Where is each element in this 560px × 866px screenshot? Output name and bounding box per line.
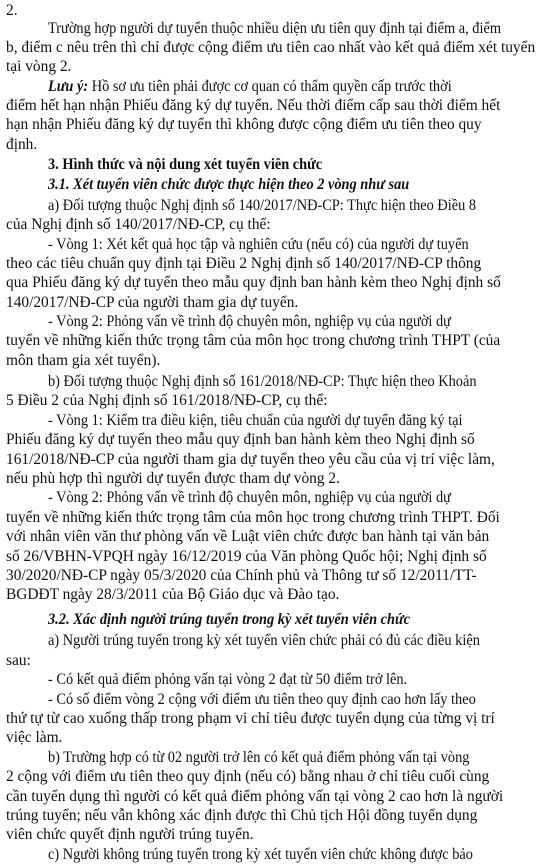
text-line-content: hạn nhận Phiếu đăng ký dự tuyển thì không được cộng điểm ưu tiên theo quy — [6, 116, 482, 133]
text-line-content: viên chức quyết định người trúng tuyển. — [6, 826, 254, 843]
text-line-content: b) Đối tượng thuộc Nghị định số 161/2018/NĐ-CP: Thực hiện theo Khoản — [48, 373, 477, 390]
text-line-content: - Vòng 1: Xét kết quả học tập và nghiên cứu (nếu có) của người dự tuyển — [48, 236, 469, 253]
text-line — [6, 134, 546, 156]
text-line-content: c) Người không trúng tuyển trong kỳ xét tuyển viên chức không được bảo — [48, 846, 473, 863]
text-line-content: 3. Hình thức và nội dung xét tuyển viên chức — [48, 156, 323, 173]
text-line-content: với nhân viên văn thư phòng vấn về Luật viên chức được ban hành tại văn bản — [6, 528, 490, 545]
text-line — [48, 609, 552, 631]
text-line-content: 3.2. Xác định người trúng tuyển trong kỳ xét tuyển viên chức — [48, 611, 410, 628]
text-line — [6, 429, 546, 451]
text-line-content: môn tham gia xét tuyển). — [6, 352, 161, 369]
text-line-content: Phiếu đăng ký dự tuyển theo mẫu quy định ban hành kèm theo Nghị định số — [6, 431, 475, 448]
text-line-content: trúng tuyển; nếu vẫn không xác định được thì Chủ tịch Hội đồng tuyển dụng — [6, 807, 478, 824]
text-line-content: nếu phù hợp thì người dự tuyển được tham dự vòng 2. — [6, 470, 340, 487]
text-line-content: 140/2017/NĐ-CP của người tham gia dự tuyển. — [6, 294, 299, 311]
text-line-content: 5 Điều 2 của Nghị định số 161/2018/NĐ-CP, cụ thể: — [6, 392, 328, 409]
text-line — [6, 330, 546, 352]
text-line — [48, 669, 552, 691]
text-line-content: 30/2020/NĐ-CP ngày 05/3/2020 của Chính phủ và Thông tư số 12/2011/TT- — [6, 567, 477, 584]
text-line — [48, 844, 552, 866]
text-line — [6, 214, 546, 236]
note-label: Lưu ý: — [48, 78, 89, 95]
text-line-content: định. — [6, 136, 38, 153]
text-line-content: số 26/VBHN-VPQH ngày 16/12/2019 của Văn phòng Quốc hội; Nghị định số — [6, 548, 487, 565]
text-line-content: Hồ sơ ưu tiên phải được cơ quan có thẩm quyền cấp trước thời — [88, 78, 452, 95]
text-line-content: b, điểm c nêu trên thì chỉ được cộng điểm ưu tiên cao nhất vào kết quả điểm xét tuyển — [6, 39, 536, 56]
text-line — [48, 630, 552, 652]
text-line — [6, 390, 546, 412]
text-line — [6, 727, 546, 749]
text-line-content: b) Trường hợp có từ 02 người trở lên có kết quả điểm phỏng vấn tại vòng — [48, 749, 470, 766]
text-line-content: 3.1. Xét tuyển viên chức được thực hiện theo 2 vòng như sau — [48, 176, 410, 193]
text-line — [6, 350, 546, 372]
text-line-content: cần tuyển dụng thì người có kết quả điểm phỏng vấn tại vòng 2 cao hơn là người — [6, 788, 504, 805]
text-line-content: a) Người trúng tuyển trong kỳ xét tuyển viên chức phải có đủ các điều kiện — [48, 632, 480, 649]
text-line-content: - Có số điểm vòng 2 cộng với điểm ưu tiên theo quy định cao hơn lấy theo — [48, 691, 476, 708]
text-line — [48, 487, 552, 509]
text-line-content: Trường hợp người dự tuyển thuộc nhiều diện ưu tiên quy định tại điểm a, điểm — [48, 20, 502, 37]
text-line-content: - Vòng 2: Phỏng vấn về trình độ chuyên môn, nghiệp vụ của người dự — [48, 313, 451, 330]
text-line — [48, 174, 552, 196]
text-line-content: tại vòng 2. — [6, 58, 72, 75]
text-line-content: - Vòng 2: Phỏng vấn về trình độ chuyên môn, nghiệp vụ của người dự — [48, 489, 451, 506]
text-line-content: 2. — [6, 2, 18, 19]
text-line-content: theo các tiêu chuẩn quy định tại Điều 2 Nghị định số 140/2017/NĐ-CP thông — [6, 255, 482, 272]
text-line — [6, 272, 546, 294]
text-line — [6, 56, 546, 78]
text-line-content: điểm hết hạn nhận Phiếu đăng ký dự tuyển. Nếu thời điểm cấp sau thời điểm hết — [6, 97, 501, 114]
text-line — [48, 154, 552, 176]
text-line-content: tuyển về những kiến thức trọng tâm của môn học trong chương trình THPT. Đối — [6, 509, 500, 526]
text-line-content: tuyển về những kiến thức trọng tâm của môn học trong chương trình THPT (của — [6, 332, 501, 349]
text-line-content: - Vòng 1: Kiểm tra điều kiện, tiêu chuẩn của người dự tuyển đăng ký tại — [48, 412, 463, 429]
text-line-content: việc làm. — [6, 729, 63, 746]
text-line-content: BGDĐT ngày 28/3/2011 của Bộ Giáo dục và Đào tạo. — [6, 586, 340, 603]
text-line-content: a) Đối tượng thuộc Nghị định số 140/2017/NĐ-CP: Thực hiện theo Điều 8 — [48, 197, 477, 214]
text-line — [6, 824, 546, 846]
text-line — [6, 114, 546, 136]
text-line-content: 161/2018/NĐ-CP của người tham gia dự tuyển theo yêu cầu của vị trí việc làm, — [6, 451, 495, 468]
text-line-content: thứ tự từ cao xuống thấp trong phạm vi chỉ tiêu được tuyển dụng của từng vị trí — [6, 710, 495, 727]
text-line — [6, 526, 546, 548]
text-line-content: 2 cộng với điểm ưu tiên theo quy định (nếu có) bằng nhau ở chỉ tiêu cuối cùng — [6, 768, 490, 785]
text-line-content: qua Phiếu đăng ký dự tuyển theo mẫu quy định ban hành kèm theo Nghị định số — [6, 274, 501, 291]
text-line-content: của Nghị định số 140/2017/NĐ-CP, cụ thể: — [6, 216, 271, 233]
text-line — [6, 766, 546, 788]
text-line-content: - Có kết quả điểm phỏng vấn tại vòng 2 đạt từ 50 điểm trở lên. — [48, 671, 408, 688]
text-line — [6, 584, 546, 606]
text-line-content: sau: — [6, 652, 31, 669]
